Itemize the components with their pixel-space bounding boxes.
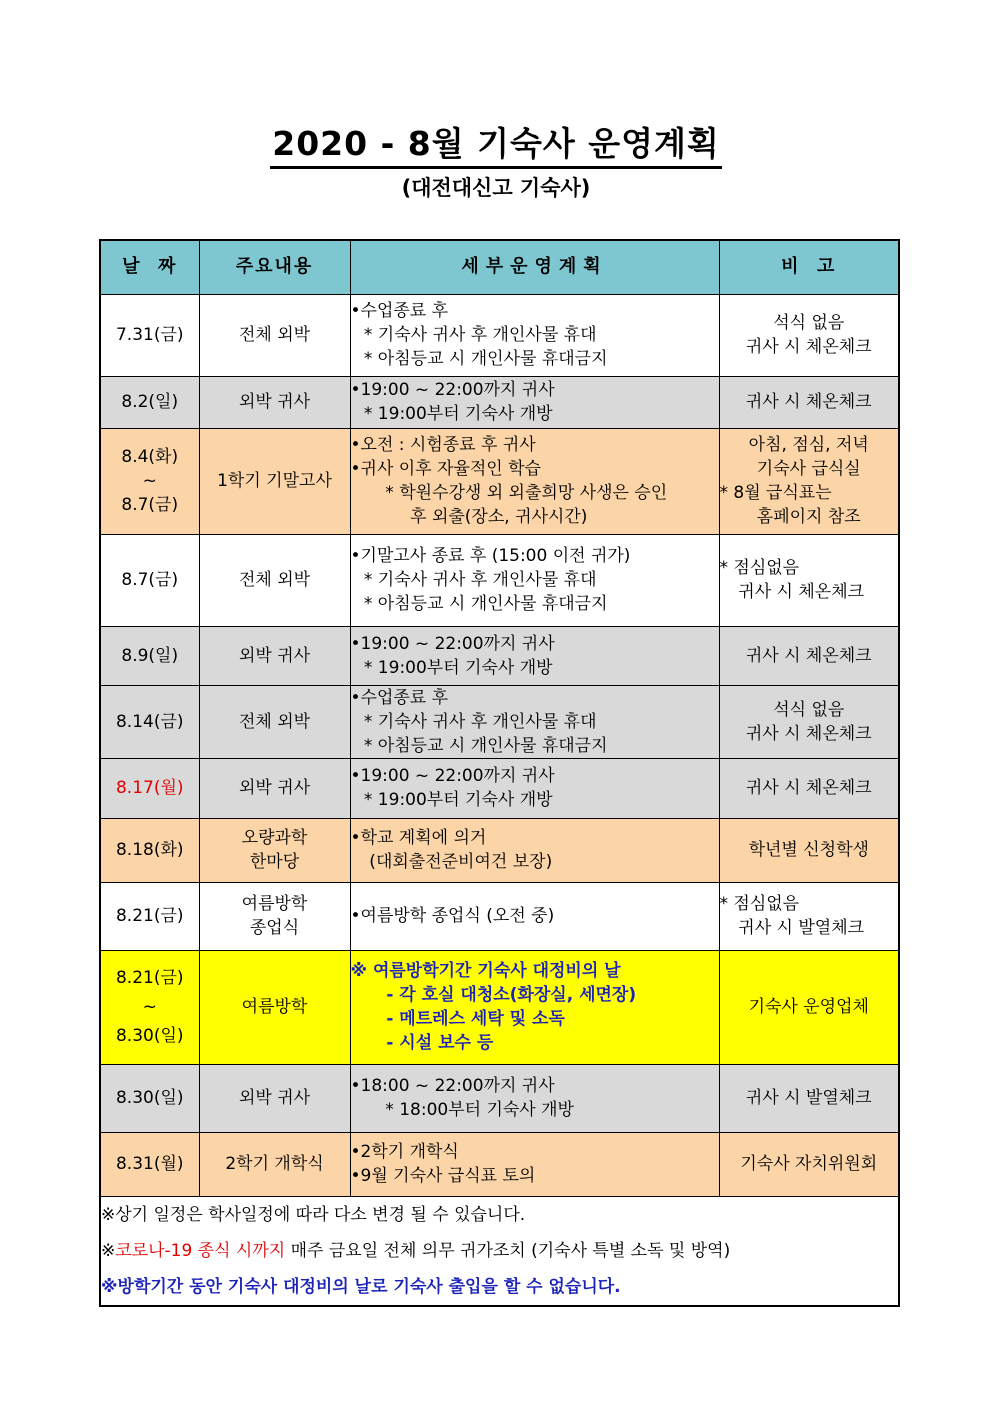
main-cell: 오량과학 한마당 — [199, 818, 350, 882]
note-cell: 귀사 시 체온체크 — [719, 758, 899, 818]
footer-notes — [100, 1196, 899, 1306]
date-cell: 8.21(금) ~ 8.30(일) — [100, 950, 199, 1064]
date-cell: 8.14(금) — [100, 685, 199, 758]
date-cell: 8.17(월) — [100, 758, 199, 818]
detail-cell: •오전 : 시험종료 후 귀사 •귀사 이후 자율적인 학습 * 학원수강생 외 외출희망 사생은 승인 후 외출(장소, 귀사시간) — [350, 428, 719, 534]
main-cell: 전체 외박 — [199, 294, 350, 376]
date-cell: 8.9(일) — [100, 626, 199, 685]
footer-row — [100, 1196, 899, 1306]
note-cell: 귀사 시 체온체크 — [719, 626, 899, 685]
table-row — [100, 376, 899, 428]
main-cell: 2학기 개학식 — [199, 1132, 350, 1196]
detail-cell: •기말고사 종료 후 (15:00 이전 귀가) * 기숙사 귀사 후 개인사물 휴대 * 아침등교 시 개인사물 휴대금지 — [350, 534, 719, 626]
table-row — [100, 1132, 899, 1196]
date-cell: 8.21(금) — [100, 882, 199, 950]
footer-note-2: ※코로나-19 종식 시까지 매주 금요일 전체 의무 귀가조치 (기숙사 특별 소독 및 방역) — [101, 1240, 731, 1261]
main-cell: 전체 외박 — [199, 534, 350, 626]
header-note: 비 고 — [719, 240, 899, 294]
table-row — [100, 950, 899, 1064]
date-cell: 7.31(금) — [100, 294, 199, 376]
header-detail: 세부운영계획 — [350, 240, 719, 294]
detail-cell: •학교 계획에 의거 (대회출전준비여건 보장) — [350, 818, 719, 882]
date-cell: 8.30(일) — [100, 1064, 199, 1132]
table-row — [100, 818, 899, 882]
date-cell: 8.2(일) — [100, 376, 199, 428]
note-cell: 아침, 점심, 저녁 기숙사 급식실 * 8월 급식표는 홈페이지 참조 — [719, 428, 899, 534]
detail-cell: •수업종료 후 * 기숙사 귀사 후 개인사물 휴대 * 아침등교 시 개인사물 휴대금지 — [350, 294, 719, 376]
detail-cell: •수업종료 후 * 기숙사 귀사 후 개인사물 휴대 * 아침등교 시 개인사물 휴대금지 — [350, 685, 719, 758]
note-cell: 귀사 시 발열체크 — [719, 1064, 899, 1132]
note-cell: 기숙사 자치위원회 — [719, 1132, 899, 1196]
detail-cell: •19:00 ~ 22:00까지 귀사 * 19:00부터 기숙사 개방 — [350, 758, 719, 818]
table-row — [100, 685, 899, 758]
table-row — [100, 534, 899, 626]
note-cell: 석식 없음 귀사 시 체온체크 — [719, 685, 899, 758]
main-cell: 여름방학 — [199, 950, 350, 1064]
footer-note-3: ※방학기간 동안 기숙사 대정비의 날로 기숙사 출입을 할 수 없습니다. — [101, 1276, 621, 1297]
note-cell: 기숙사 운영업체 — [719, 950, 899, 1064]
page-title: 2020 - 8월 기숙사 운영계획 — [0, 118, 992, 165]
date-cell: 8.4(화) ~ 8.7(금) — [100, 428, 199, 534]
date-cell: 8.31(월) — [100, 1132, 199, 1196]
note-cell: * 점심없음 귀사 시 발열체크 — [719, 882, 899, 950]
main-cell: 외박 귀사 — [199, 376, 350, 428]
date-cell: 8.18(화) — [100, 818, 199, 882]
main-cell: 여름방학 종업식 — [199, 882, 350, 950]
note-cell: 학년별 신청학생 — [719, 818, 899, 882]
table-row — [100, 294, 899, 376]
date-cell: 8.7(금) — [100, 534, 199, 626]
header-date: 날 짜 — [100, 240, 199, 294]
table-row — [100, 882, 899, 950]
detail-cell: •2학기 개학식 •9월 기숙사 급식표 토의 — [350, 1132, 719, 1196]
main-cell: 전체 외박 — [199, 685, 350, 758]
note-cell: 석식 없음 귀사 시 체온체크 — [719, 294, 899, 376]
note-cell: * 점심없음 귀사 시 체온체크 — [719, 534, 899, 626]
note-cell: 귀사 시 체온체크 — [719, 376, 899, 428]
schedule-table — [99, 239, 900, 1307]
main-cell: 외박 귀사 — [199, 758, 350, 818]
detail-cell: •19:00 ~ 22:00까지 귀사 * 19:00부터 기숙사 개방 — [350, 626, 719, 685]
detail-cell: •19:00 ~ 22:00까지 귀사 * 19:00부터 기숙사 개방 — [350, 376, 719, 428]
header-row — [100, 240, 899, 294]
table-row — [100, 626, 899, 685]
main-cell: 외박 귀사 — [199, 1064, 350, 1132]
table-row — [100, 428, 899, 534]
detail-cell: ※ 여름방학기간 기숙사 대정비의 날 - 각 호실 대청소(화장실, 세면장) - 메트레스 세탁 및 소독 - 시설 보수 등 — [350, 950, 719, 1064]
footer-note-1: ※상기 일정은 학사일정에 따라 다소 변경 될 수 있습니다. — [101, 1204, 526, 1225]
table-row — [100, 1064, 899, 1132]
main-cell: 1학기 기말고사 — [199, 428, 350, 534]
detail-cell: •여름방학 종업식 (오전 중) — [350, 882, 719, 950]
header-main: 주요내용 — [199, 240, 350, 294]
page-subtitle: (대전대신고 기숙사) — [401, 176, 591, 200]
main-cell: 외박 귀사 — [199, 626, 350, 685]
table-row — [100, 758, 899, 818]
detail-cell: •18:00 ~ 22:00까지 귀사 * 18:00부터 기숙사 개방 — [350, 1064, 719, 1132]
